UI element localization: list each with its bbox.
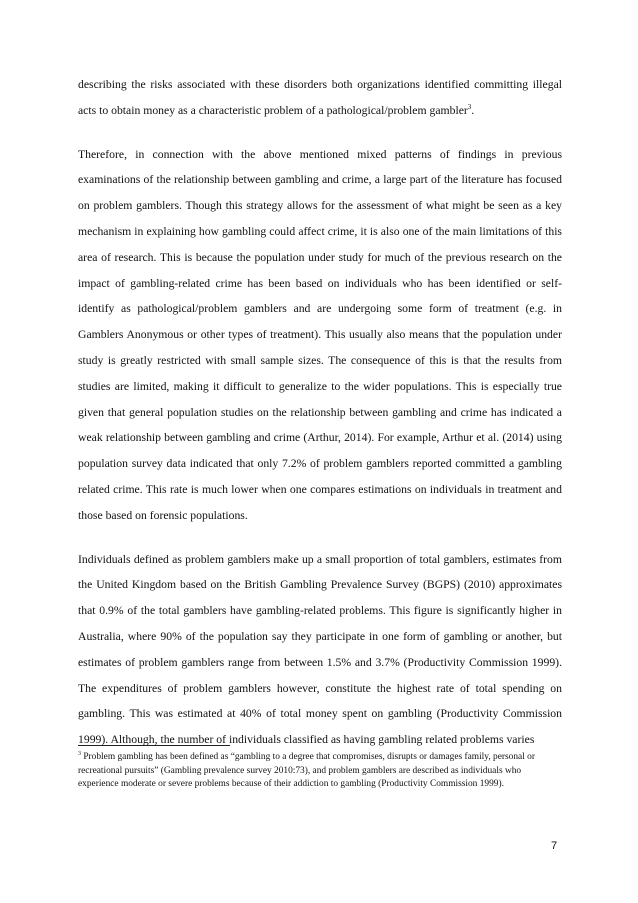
page-number: 7 [551, 840, 558, 852]
footnote-divider [78, 745, 230, 746]
footnote [78, 751, 564, 792]
paragraph-3: Individuals defined as problem gamblers make up a small proportion of total gamblers, estimates from the United Kingdom based on the British Gambling Prevalence Survey (BGPS) (2010) approximates that 0.9% of the total gamblers have gambling-related problems. This figure is significantly higher in Australia, where 90% of the population say they participate in one form of gambling or another, but estimates of problem gamblers range from between 1.5% and 3.7% (Productivity Commission 1999). The expenditures of problem gamblers however, constitute the highest rate of total spending on gambling. This was estimated at 40% of total money spent on gambling (Productivity Commission 1999). Although, the number of individuals classified as having gambling related problems varies [78, 552, 562, 747]
footnote-reference[interactable]: 3 [467, 102, 472, 111]
footnote-number: 3 [78, 750, 81, 757]
paragraph-1-trailing: . [471, 103, 475, 117]
footnote-text: Problem gambling has been defined as “gambling to a degree that compromises, disrupts or damages family, personal or recreational pursuits” (Gambling prevalence survey 2010:73), and problem gamblers are described as individuals who experience moderate or severe problems because of their addiction to gambling (Productivity Commission 1999). [78, 752, 535, 789]
paragraph-1 [78, 72, 562, 124]
paragraph-1-text: describing the risks associated with these disorders both organizations identified committing illegal acts to obtain money as a characteristic problem of a pathological/problem gambler [78, 78, 562, 117]
page-body [78, 72, 562, 753]
paragraph-2: Therefore, in connection with the above mentioned mixed patterns of findings in previous examinations of the relationship between gambling and crime, a large part of the literature has focused on problem gamblers. Though this strategy allows for the assessment of what might be seen as a key mechanism in explaining how gambling could affect crime, it is also one of the main limitations of this area of research. This is because the population under study for much of the previous research on the impact of gambling-related crime has been based on individuals who has been identified or self-identify as pathological/problem gamblers and are undergoing some form of treatment (e.g. in Gamblers Anonymous or other types of treatment). This usually also means that the population under study is greatly restricted with small sample sizes. The consequence of this is that the results from studies are limited, making it difficult to generalize to the wider populations. This is especially true given that general population studies on the relationship between gambling and crime has indicated a weak relationship between gambling and crime (Arthur, 2014). For example, Arthur et al. (2014) using population survey data indicated that only 7.2% of problem gamblers reported committed a gambling related crime. This rate is much lower when one compares estimations on individuals in treatment and those based on forensic populations. [78, 147, 562, 522]
